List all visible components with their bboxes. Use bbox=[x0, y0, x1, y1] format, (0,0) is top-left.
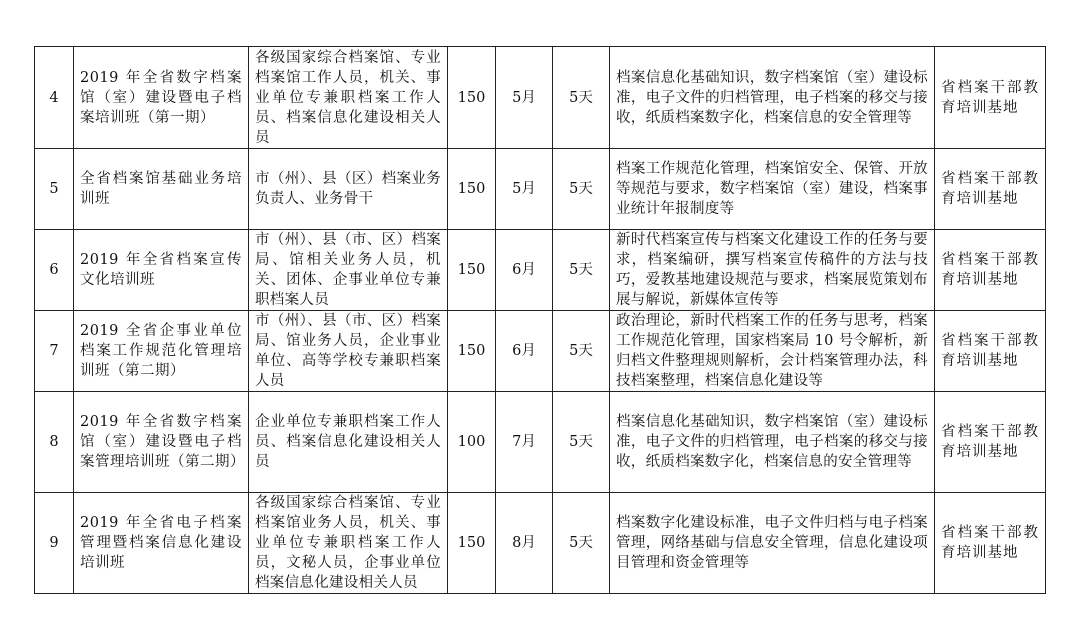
participant-count: 100 bbox=[448, 392, 496, 493]
row-number: 5 bbox=[35, 149, 74, 230]
course-content: 政治理论，新时代档案工作的任务与思考，档案工作规范化管理，国家档案局 10 号令解析，新归档文件整理规则解析，会计档案管理办法，科技档案整理，档案信息化建设等 bbox=[610, 311, 935, 392]
course-name: 2019 年全省数字档案馆（室）建设暨电子档案培训班（第一期） bbox=[74, 47, 249, 149]
participant-count: 150 bbox=[448, 311, 496, 392]
course-month: 5月 bbox=[496, 47, 553, 149]
participant-count: 150 bbox=[448, 149, 496, 230]
row-number: 7 bbox=[35, 311, 74, 392]
target-participants: 市（州）、县（市、区）档案局、馆相关业务人员，机关、团体、企事业单位专兼职档案人员 bbox=[249, 230, 448, 311]
target-participants: 各级国家综合档案馆、专业档案馆工作人员，机关、事业单位专兼职档案工作人员、档案信息化建设相关人员 bbox=[249, 47, 448, 149]
course-duration: 5天 bbox=[553, 230, 610, 311]
course-name: 全省档案馆基础业务培训班 bbox=[74, 149, 249, 230]
course-duration: 5天 bbox=[553, 47, 610, 149]
organizer: 省档案干部教育培训基地 bbox=[935, 149, 1046, 230]
course-month: 5月 bbox=[496, 149, 553, 230]
course-month: 7月 bbox=[496, 392, 553, 493]
row-number: 8 bbox=[35, 392, 74, 493]
table-row bbox=[35, 392, 1046, 493]
row-number: 4 bbox=[35, 47, 74, 149]
course-month: 6月 bbox=[496, 230, 553, 311]
course-duration: 5天 bbox=[553, 493, 610, 594]
row-number: 9 bbox=[35, 493, 74, 594]
course-name: 2019 年全省数字档案馆（室）建设暨电子档案管理培训班（第二期） bbox=[74, 392, 249, 493]
target-participants: 各级国家综合档案馆、专业档案馆业务人员，机关、事业单位专兼职档案工作人员，文秘人员，企事业单位档案信息化建设相关人员 bbox=[249, 493, 448, 594]
course-content: 新时代档案宣传与档案文化建设工作的任务与要求，档案编研，撰写档案宣传稿件的方法与技巧，爱教基地建设规范与要求，档案展览策划布展与解说，新媒体宣传等 bbox=[610, 230, 935, 311]
course-content: 档案信息化基础知识，数字档案馆（室）建设标准，电子文件的归档管理，电子档案的移交与接收，纸质档案数字化，档案信息的安全管理等 bbox=[610, 47, 935, 149]
course-name: 2019 年全省档案宣传文化培训班 bbox=[74, 230, 249, 311]
table-row bbox=[35, 493, 1046, 594]
course-duration: 5天 bbox=[553, 392, 610, 493]
participant-count: 150 bbox=[448, 47, 496, 149]
table-row bbox=[35, 311, 1046, 392]
training-plan-table bbox=[34, 46, 1046, 594]
row-number: 6 bbox=[35, 230, 74, 311]
participant-count: 150 bbox=[448, 230, 496, 311]
course-content: 档案数字化建设标准，电子文件归档与电子档案管理，网络基础与信息安全管理，信息化建设项目管理和资金管理等 bbox=[610, 493, 935, 594]
target-participants: 企业单位专兼职档案工作人员、档案信息化建设相关人员 bbox=[249, 392, 448, 493]
target-participants: 市（州）、县（区）档案业务负责人、业务骨干 bbox=[249, 149, 448, 230]
organizer: 省档案干部教育培训基地 bbox=[935, 392, 1046, 493]
course-month: 8月 bbox=[496, 493, 553, 594]
organizer: 省档案干部教育培训基地 bbox=[935, 230, 1046, 311]
course-content: 档案信息化基础知识，数字档案馆（室）建设标准，电子文件的归档管理，电子档案的移交与接收，纸质档案数字化，档案信息的安全管理等 bbox=[610, 392, 935, 493]
course-duration: 5天 bbox=[553, 311, 610, 392]
target-participants: 市（州）、县（市、区）档案局、馆业务人员，企业事业单位、高等学校专兼职档案人员 bbox=[249, 311, 448, 392]
course-name: 2019 全省企事业单位档案工作规范化管理培训班（第二期） bbox=[74, 311, 249, 392]
course-content: 档案工作规范化管理，档案馆安全、保管、开放等规范与要求，数字档案馆（室）建设，档案事业统计年报制度等 bbox=[610, 149, 935, 230]
organizer: 省档案干部教育培训基地 bbox=[935, 47, 1046, 149]
organizer: 省档案干部教育培训基地 bbox=[935, 493, 1046, 594]
participant-count: 150 bbox=[448, 493, 496, 594]
course-name: 2019 年全省电子档案管理暨档案信息化建设培训班 bbox=[74, 493, 249, 594]
organizer: 省档案干部教育培训基地 bbox=[935, 311, 1046, 392]
table-row bbox=[35, 47, 1046, 149]
table-row bbox=[35, 149, 1046, 230]
table-row bbox=[35, 230, 1046, 311]
course-duration: 5天 bbox=[553, 149, 610, 230]
course-month: 6月 bbox=[496, 311, 553, 392]
